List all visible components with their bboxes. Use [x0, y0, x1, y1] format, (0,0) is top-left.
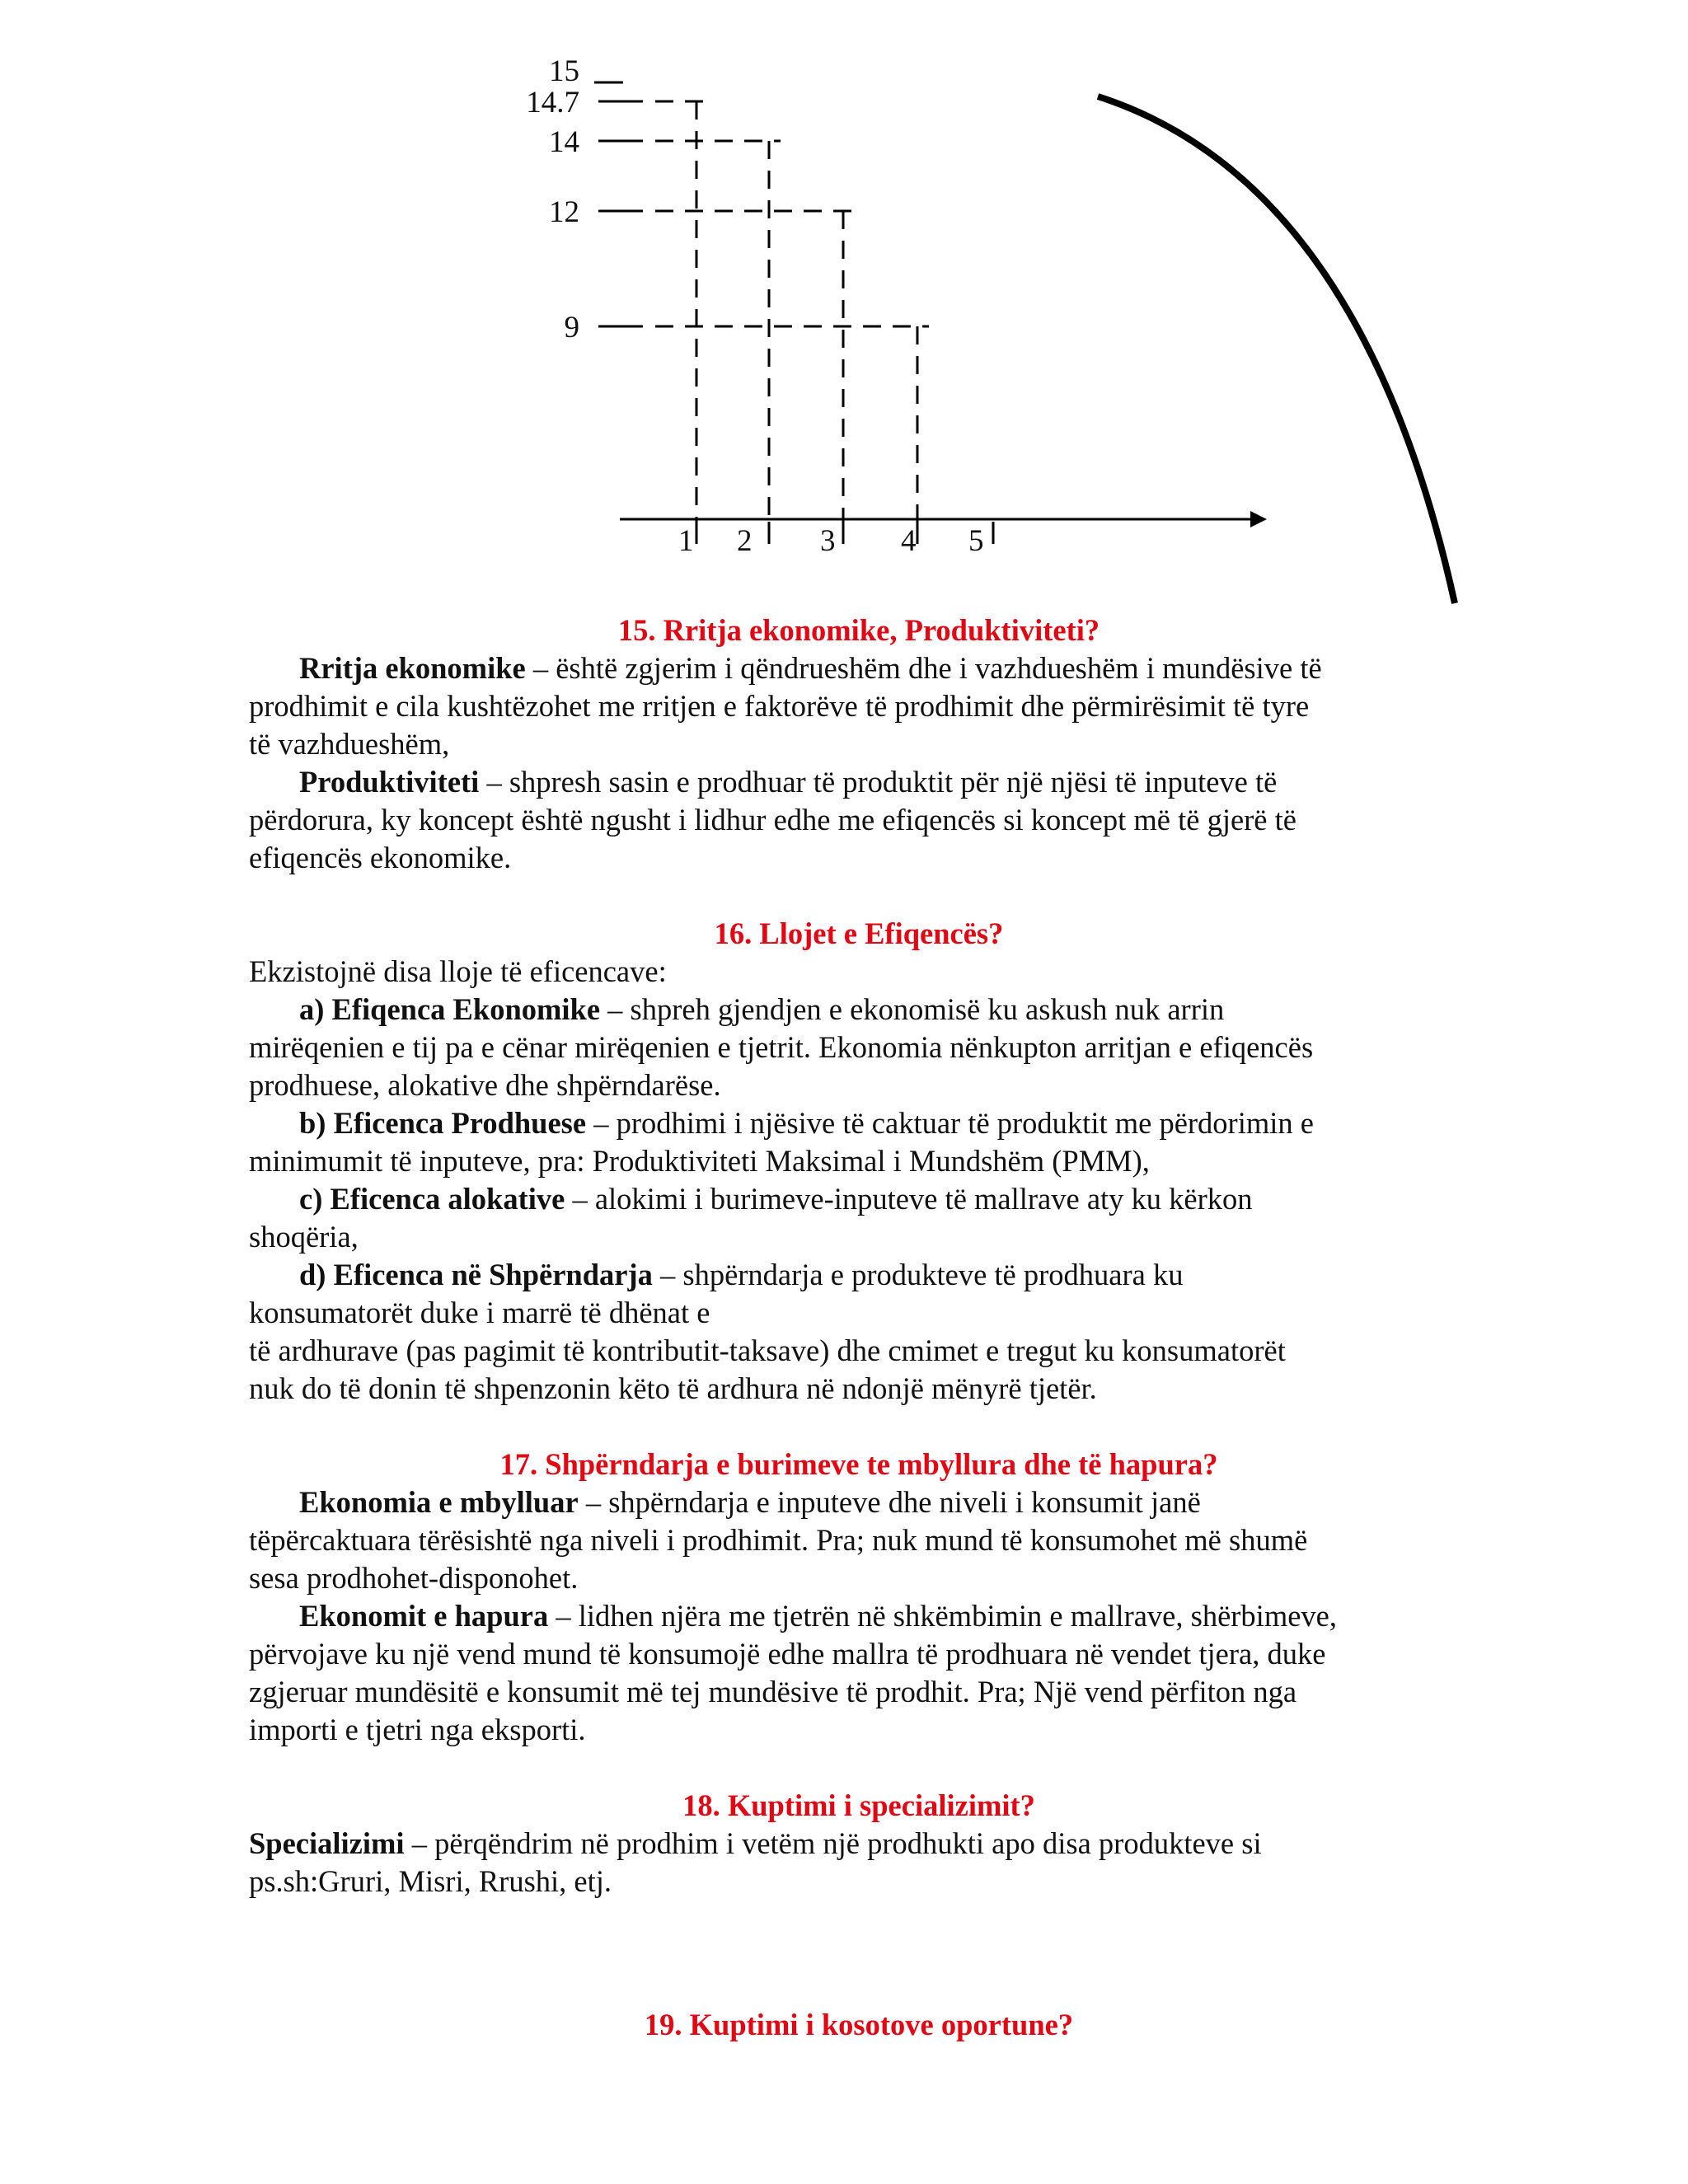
eficenca-alokative-paragraph: c) Eficenca alokative – alokimi i burimeve-inputeve të mallrave aty ku kërkon: [299, 1182, 1253, 1216]
section-17-heading: 17. Shpërndarja e burimeve te mbyllura dhe të hapura?: [499, 1447, 1218, 1481]
x-tick-label: 2: [737, 524, 753, 558]
step-diagram: [0, 0, 1688, 610]
frontier-curve: [1098, 96, 1455, 603]
efiqenca-ekonomike-paragraph: a) Efiqenca Ekonomike – shpreh gjendjen e ekonomisë ku askush nuk arrin: [299, 992, 1225, 1026]
produktiviteti-term: Produktiviteti: [299, 765, 480, 799]
x-tick-label: 5: [968, 524, 984, 558]
section-16-intro: Ekzistojnë disa lloje të eficencave:: [249, 954, 667, 988]
produktiviteti-paragraph: Produktiviteti – shpresh sasin e prodhuar të produktit për një njësi të inputeve të: [299, 765, 1278, 799]
x-tick-label: 3: [820, 524, 836, 558]
section-15-heading: 15. Rritja ekonomike, Produktiviteti?: [617, 613, 1100, 647]
document-body: 15. Rritja ekonomike, Produktiviteti? Rritja ekonomike – është zgjerim i qëndrueshëm dhe i vazhdueshëm i mundësive të prodhimit e cila kushtëzohet me rritjen e faktorëve të prodhimit dhe përmirësimit të tyre të vazhdueshëm, Produktiviteti – shpresh sasin e prodhuar të produktit për një njësi të inputeve të përdorura, ky koncept është ngusht i lidhur edhe me efiqencës si koncept më të gjerë të efiqencës ekonomike. 16. Llojet e Efiqencës? Ekzistojnë disa lloje të eficencave: a) Efiqenca Ekonomike – shpreh gjendjen e ekonomisë ku askush nuk arrin mirëqenien e tij pa e cënar mirëqenien e tjetrit. Ekonomia nënkupton arritjan e efiqencës prodhuese, alokative dhe shpërndarëse. b) Eficenca Prodhuese – prodhimi i njësive të caktuar të produktit me përdorimin e minimumit të inputeve, pra: Produktiviteti Maksimal i Mundshëm (PMM), c) Eficenca alokative – alokimi i burimeve-inputeve të mallrave aty ku kërkon shoqëria, d) Eficenca në Shpërndarja – shpërndarja e produkteve të prodhuara ku konsumatorët duke i marrë të dhënat e të ardhurave (pas pagimit të kontributit-taksave) dhe cmimet e tregut ku konsumatorët nuk do të donin të shpenzonin këto të ardhura në ndonjë mënyrë tjetër. 17. Shpërndarja e burimeve te mbyllura dhe të hapura? Ekonomia e mbylluar – shpërndarja e inputeve dhe niveli i konsumit janë tëpërcaktuara tërësishtë nga niveli i prodhimit. Pra; nuk mund të konsumohet më shumë sesa prodhohet-disponohet. Ekonomit e hapura – lidhen njëra me tjetrën në shkëmbimin e mallrave, shërbimeve, përvojave ku një vend mund të konsumojë edhe mallra të prodhuara në vendet tjera, duke zgjeruar mundësitë e konsumit më tej mundësive të prodhit. Pra; Një vend përfiton nga importi e tjetri nga eksporti. 18. Kuptimi i specializimit? Specializimi – përqëndrim në prodhim i vetëm një prodhukti apo disa produkteve si ps.sh:Gruri, Misri, Rrushi, etj. 19. Kuptimi i kosotove oportune?: [249, 612, 1469, 2044]
section-16-heading: 16. Llojet e Efiqencës?: [714, 916, 1004, 950]
specializimi-paragraph: Specializimi – përqëndrim në prodhim i vetëm një prodhukti apo disa produkteve si ps.sh:Gruri, Misri, Rrushi, etj.: [249, 1826, 1262, 1898]
y-tick-label: 14: [549, 125, 579, 159]
y-tick-label: 12: [549, 195, 579, 229]
section-19-heading: 19. Kuptimi i kosotove oportune?: [644, 2008, 1074, 2041]
x-tick-label: 4: [901, 524, 917, 558]
x-tick-label: 1: [678, 524, 694, 558]
y-tick-label: 14.7: [526, 86, 579, 120]
y-tick-label: 15: [549, 54, 579, 88]
rritja-paragraph: Rritja ekonomike – është zgjerim i qëndrueshëm dhe i vazhdueshëm i mundësive të: [299, 651, 1322, 685]
rritja-term: Rritja ekonomike: [299, 651, 526, 685]
x-axis-arrowhead: [1250, 511, 1267, 527]
ekonomia-mbylluar-paragraph: Ekonomia e mbylluar – shpërndarja e inputeve dhe niveli i konsumit janë: [299, 1485, 1201, 1519]
ekonomit-hapura-paragraph: Ekonomit e hapura – lidhen njëra me tjetrën në shkëmbimin e mallrave, shërbimeve,: [299, 1599, 1337, 1633]
section-18-heading: 18. Kuptimi i specializimit?: [682, 1788, 1035, 1822]
y-tick-label: 9: [564, 311, 579, 344]
eficenca-prodhuese-paragraph: b) Eficenca Prodhuese – prodhimi i njësive të caktuar të produktit me përdorimin e: [299, 1106, 1314, 1140]
eficenca-shperndarja-paragraph: d) Eficenca në Shpërndarja – shpërndarja e produkteve të prodhuara ku: [299, 1258, 1184, 1291]
